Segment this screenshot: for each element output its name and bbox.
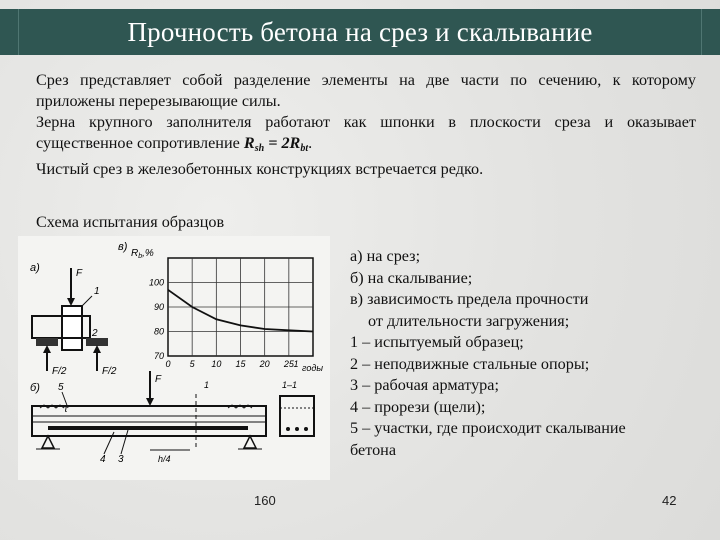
legend-item-v-cont: от длительности загружения; [368,311,570,330]
graph-ylabel-unit: ,% [142,248,154,259]
legend-item-4: 4 – прорези (щели); [350,397,486,416]
x-tick-label: 1 [293,359,299,369]
specimen-vertical [62,306,82,350]
num-4: 4 [100,454,106,465]
legend-item-3: 3 – рабочая арматура; [350,376,499,394]
tau-label: τ [64,404,68,415]
body-text [36,70,696,180]
slide-title: Прочность бетона на срез и скалывание [18,9,702,55]
legend-item-v: в) зависимость предела прочности [350,290,589,308]
x-tick-label: 15 [235,359,246,369]
support-left [36,338,58,346]
num-1-b: 1 [204,380,210,390]
rebar-dot-3 [304,427,308,431]
formula-rsh [244,134,308,152]
legend-item-a: а) на срез; [350,247,421,265]
x-tick-label: 25 [283,359,294,369]
page-number-left: 160 [254,493,276,508]
num-2-a: 2 [92,328,98,339]
label-a: а) [30,262,40,274]
x-tick-label: 5 [189,359,195,369]
section-label: 1–1 [282,380,298,390]
x-tick-label: 20 [259,359,270,369]
x-tick-label: 10 [211,359,222,369]
y-tick-label: 100 [148,277,164,288]
title-bar [0,9,720,55]
legend-item-1: 1 – испытуемый образец; [350,333,524,351]
rebar-dot-1 [286,427,290,431]
label-b: б) [30,382,40,394]
graph-ylabel-r: R [131,248,139,259]
force-f-arrowhead [67,298,75,306]
force-f-arrowhead-b [146,398,154,406]
rebar-dot-2 [295,427,299,431]
num-3: 3 [118,454,124,465]
beam-support-right [244,436,256,448]
formula-mid: = 2R [264,134,301,152]
figure-subheading: Схема испытания образцов [36,213,225,231]
num-1-a: 1 [94,286,100,297]
num-5: 5 [58,382,64,393]
y-tick-label: 90 [153,302,164,312]
force-half-left: F/2 [52,366,67,377]
beam-support-left [42,436,54,448]
graph-grid [168,258,313,356]
label-v: в) [118,241,128,253]
paragraph-aggregate [36,112,696,159]
support-right [86,338,108,346]
y-tick-label: 80 [153,326,164,337]
test-scheme-figure [18,236,330,480]
legend-item-2: 2 – неподвижные стальные опоры; [350,354,590,373]
legend-list [350,246,710,461]
y-tick-label: 70 [153,351,164,361]
graph-y-ticks [149,278,164,362]
formula-sub-bt: bt [300,143,309,154]
page-number-right: 42 [662,493,677,508]
reaction-right-arrowhead [93,345,101,353]
legend-item-b: б) на скалывание; [350,268,473,287]
graph-x-ticks [165,359,298,369]
x-unit: годы [302,363,323,373]
reaction-left-arrowhead [43,345,51,353]
paragraph-aggregate-end: . [308,134,313,152]
paragraph-pure-shear: Чистый срез в железобетонных конструкциях встречается редко. [36,160,484,178]
formula-sub-sh: sh [254,143,265,154]
paragraph-shear-definition: Срез представляет собой разделение элементы на две части по сечению, к которому приложены перерезывающие силы. [36,71,696,110]
legend-item-5-cont: бетона [350,440,397,459]
figure-svg [18,236,330,480]
paragraph-aggregate-text: Зерна крупного заполнителя работают как шпонки в плоскости среза и оказывает существенное сопротивление [36,113,696,152]
force-half-right: F/2 [102,366,117,377]
graph-ylabel-sub: b [138,253,143,260]
rebar [48,426,248,430]
legend-item-5: 5 – участки, где происходит скалывание [350,419,626,437]
leader-3 [121,430,128,454]
force-f-label-b: F [155,374,162,385]
h4-label: h/4 [158,454,171,464]
force-f-label: F [76,268,83,279]
x-tick-label: 0 [165,359,171,369]
formula-r1: R [243,134,255,152]
graph-ylabel [131,248,154,260]
